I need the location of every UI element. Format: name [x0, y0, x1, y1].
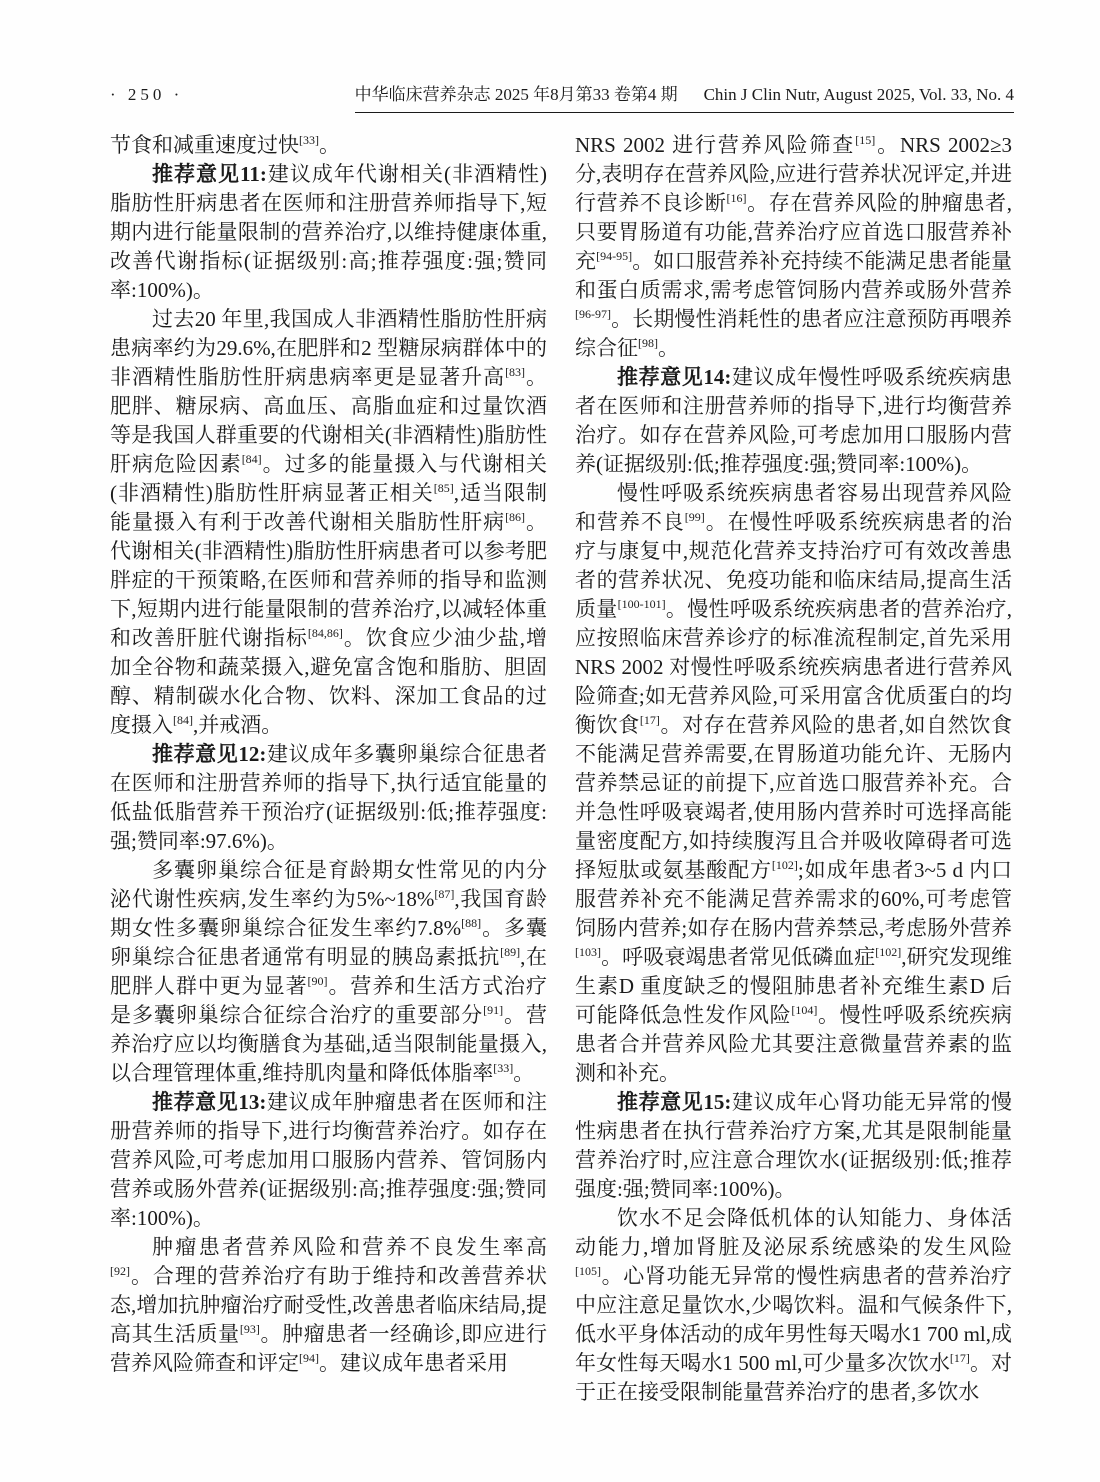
citation-ref: [91]	[483, 1003, 504, 1017]
recommendation-lead: 推荐意见14:	[617, 365, 732, 389]
article-body	[110, 131, 1012, 1409]
right-column	[575, 131, 1012, 1409]
page-number: · 250 ·	[110, 85, 184, 104]
citation-ref: [86]	[505, 510, 526, 524]
paragraph: 过去20 年里,我国成人非酒精性脂肪性肝病患病率约为29.6%,在肥胖和2 型糖尿病群体中的非酒精性脂肪性肝病患病率更是显著升高[83]。肥胖、糖尿病、高血压、高脂血症和过量饮酒等是我国人群重要的代谢相关(非酒精性)脂肪性肝病危险因素[84]。过多的能量摄入与代谢相关(非酒精性)脂肪性肝病显著正相关[85],适当限制能量摄入有利于改善代谢相关脂肪性肝病[86]。代谢相关(非酒精性)脂肪性肝病患者可以参考肥胖症的干预策略,在医师和营养师的指导和监测下,短期内进行能量限制的营养治疗,以减轻体重和改善肝脏代谢指标[84,86]。饮食应少油少盐,增加全谷物和蔬菜摄入,避免富含饱和脂肪、胆固醇、精制碳水化合物、饮料、深加工食品的过度摄入[84],并戒酒。	[110, 307, 547, 737]
paragraph: 推荐意见13:建议成年肿瘤患者在医师和注册营养师的指导下,进行均衡营养治疗。如存在营养风险,可考虑加用口服肠内营养、管饲肠内营养或肠外营养(证据级别:高;推荐强度:强;赞同率:100%)。	[110, 1090, 547, 1230]
citation-ref: [15]	[855, 133, 876, 147]
citation-ref: [92]	[110, 1264, 130, 1278]
citation-ref: [17]	[639, 713, 660, 727]
recommendation-lead: 推荐意见13:	[152, 1090, 267, 1114]
citation-ref: [85]	[433, 481, 454, 495]
citation-ref: [94]	[299, 1351, 319, 1365]
citation-ref: [94-95]	[596, 249, 633, 263]
citation-ref: [100-101]	[617, 597, 666, 611]
recommendation-lead: 推荐意见15:	[617, 1090, 732, 1114]
paragraph: 推荐意见12:建议成年多囊卵巢综合征患者在医师和注册营养师的指导下,执行适宜能量的低盐低脂营养干预治疗(证据级别:低;推荐强度:强;赞同率:97.6%)。	[110, 742, 547, 853]
recommendation-lead: 推荐意见12:	[152, 742, 267, 766]
paragraph: 肿瘤患者营养风险和营养不良发生率高[92]。合理的营养治疗有助于维持和改善营养状态,增加抗肿瘤治疗耐受性,改善患者临床结局,提高其生活质量[93]。肿瘤患者一经确诊,即应进行营养风险筛查和评定[94]。建议成年患者采用	[110, 1235, 547, 1375]
paragraph: 推荐意见11:建议成年代谢相关(非酒精性)脂肪性肝病患者在医师和注册营养师指导下,短期内进行能量限制的营养治疗,以维持健康体重,改善代谢指标(证据级别:高;推荐强度:强;赞同率:100%)。	[110, 162, 547, 302]
paragraph: NRS 2002 进行营养风险筛查[15]。NRS 2002≥3 分,表明存在营养风险,应进行营养状况评定,并进行营养不良诊断[16]。存在营养风险的肿瘤患者,只要胃肠道有功能,营养治疗应首选口服营养补充[94-95]。如口服营养补充持续不能满足患者能量和蛋白质需求,需考虑管饲肠内营养或肠外营养[96-97]。长期慢性消耗性的患者应注意预防再喂养综合征[98]。	[575, 133, 1012, 360]
citation-ref: [98]	[638, 336, 658, 350]
citation-ref: [93]	[239, 1322, 260, 1336]
citation-ref: [96-97]	[575, 307, 611, 321]
citation-ref: [99]	[684, 510, 705, 524]
citation-ref: [88]	[461, 916, 482, 930]
citation-ref: [84]	[173, 713, 193, 727]
citation-ref: [102]	[771, 858, 798, 872]
citation-ref: [33]	[493, 1061, 514, 1075]
citation-ref: [84]	[241, 452, 262, 466]
citation-ref: [104]	[791, 1003, 818, 1017]
journal-citation-en: Chin J Clin Nutr, August 2025, Vol. 33, No. 4	[703, 85, 1014, 104]
journal-citation	[355, 80, 1014, 113]
paragraph: 多囊卵巢综合征是育龄期女性常见的内分泌代谢性疾病,发生率约为5%~18%[87],我国育龄期女性多囊卵巢综合征发生率约7.8%[88]。多囊卵巢综合征患者通常有明显的胰岛素抵抗[89],在肥胖人群中更为显著[90]。营养和生活方式治疗是多囊卵巢综合征综合治疗的重要部分[91]。营养治疗应以均衡膳食为基础,适当限制能量摄入,以合理管理体重,维持肌肉量和降低体脂率[33]。	[110, 858, 547, 1085]
citation-ref: [33]	[299, 133, 319, 147]
left-column	[110, 131, 547, 1409]
citation-ref: [87]	[434, 887, 455, 901]
citation-ref: [90]	[307, 974, 328, 988]
citation-ref: [102]	[875, 945, 902, 959]
citation-ref: [103]	[575, 945, 601, 959]
citation-ref: [17]	[949, 1351, 970, 1365]
citation-ref: [84,86]	[307, 626, 343, 640]
page-header	[110, 80, 1014, 113]
journal-citation-cn: 中华临床营养杂志 2025 年8月第33 卷第4 期	[354, 85, 678, 104]
citation-ref: [83]	[505, 365, 526, 379]
paragraph: 慢性呼吸系统疾病患者容易出现营养风险和营养不良[99]。在慢性呼吸系统疾病患者的治疗与康复中,规范化营养支持治疗可有效改善患者的营养状况、免疫功能和临床结局,提高生活质量[100-101]。慢性呼吸系统疾病患者的营养治疗,应按照临床营养诊疗的标准流程制定,首先采用NRS 2002 对慢性呼吸系统疾病患者进行营养风险筛查;如无营养风险,可采用富含优质蛋白的均衡饮食[17]。对存在营养风险的患者,如自然饮食不能满足营养需要,在胃肠道功能允许、无肠内营养禁忌证的前提下,应首选口服营养补充。合并急性呼吸衰竭者,使用肠内营养时可选择高能量密度配方,如持续腹泻且合并吸收障碍者可选择短肽或氨基酸配方[102];如成年患者3~5 d 内口服营养补充不能满足营养需求的60%,可考虑管饲肠内营养;如存在肠内营养禁忌,考虑肠外营养[103]。呼吸衰竭患者常见低磷血症[102],研究发现维生素D 重度缺乏的慢阻肺患者补充维生素D 后可能降低急性发作风险[104]。慢性呼吸系统疾病患者合并营养风险尤其要注意微量营养素的监测和补充。	[575, 481, 1012, 1085]
paragraph: 饮水不足会降低机体的认知能力、身体活动能力,增加肾脏及泌尿系统感染的发生风险[105]。心肾功能无异常的慢性病患者的营养治疗中应注意足量饮水,少喝饮料。温和气候条件下,低水平身体活动的成年男性每天喝水1 700 ml,成年女性每天喝水1 500 ml,可少量多次饮水[17]。对于正在接受限制能量营养治疗的患者,多饮水	[575, 1206, 1012, 1404]
paragraph: 推荐意见15:建议成年心肾功能无异常的慢性病患者在执行营养治疗方案,尤其是限制能量营养治疗时,应注意合理饮水(证据级别:低;推荐强度:强;赞同率:100%)。	[575, 1090, 1012, 1201]
paragraph: 节食和减重速度过快[33]。	[110, 133, 340, 157]
paragraph: 推荐意见14:建议成年慢性呼吸系统疾病患者在医师和注册营养师的指导下,进行均衡营养治疗。如存在营养风险,可考虑加用口服肠内营养(证据级别:低;推荐强度:强;赞同率:100%)。	[575, 365, 1012, 476]
recommendation-lead: 推荐意见11:	[152, 162, 267, 186]
citation-ref: [89]	[500, 945, 521, 959]
citation-ref: [105]	[575, 1264, 601, 1278]
citation-ref: [16]	[726, 191, 747, 205]
